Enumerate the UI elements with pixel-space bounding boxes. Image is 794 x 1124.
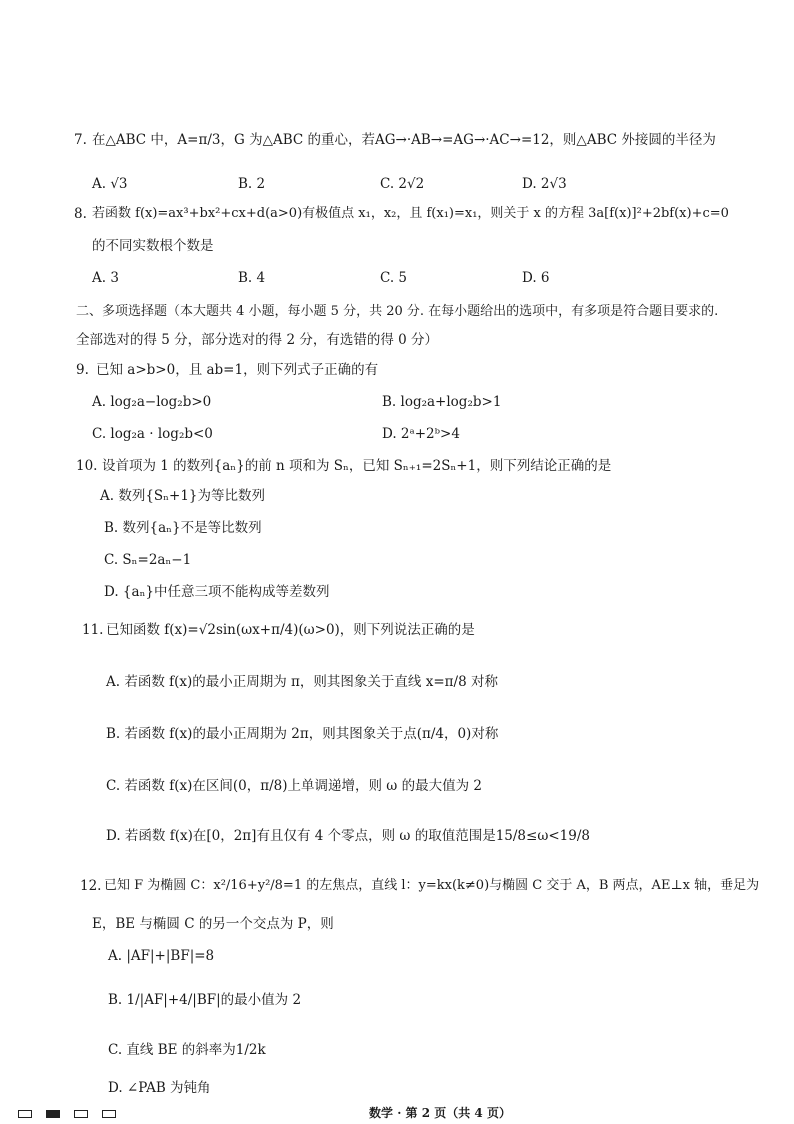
option-c: C. Sₙ=2aₙ−1 xyxy=(104,552,192,568)
option-b: B. 若函数 f(x)的最小正周期为 2π，则其图象关于点(π/4，0)对称 xyxy=(106,726,499,742)
question-stem-continued: 的不同实数根个数是 xyxy=(92,238,214,254)
question-number: 11. xyxy=(82,622,104,638)
option-b: B. 1/|AF|+4/|BF|的最小值为 2 xyxy=(108,992,302,1008)
marker-box xyxy=(74,1110,88,1118)
option-b: B. log₂a+log₂b>1 xyxy=(382,394,502,410)
question-stem: 设首项为 1 的数列{aₙ}的前 n 项和为 Sₙ，已知 Sₙ₊₁=2Sₙ+1，则下列结论正确的是 xyxy=(102,458,612,474)
question-stem: 已知 F 为椭圆 C：x²/16+y²/8=1 的左焦点，直线 l：y=kx(k≠0)与椭圆 C 交于 A，B 两点，AE⊥x 轴，垂足为 xyxy=(104,878,760,893)
question-number: 8. xyxy=(74,206,87,222)
option-b: B. 4 xyxy=(238,270,266,286)
option-a: A. 若函数 f(x)的最小正周期为 π，则其图象关于直线 x=π/8 对称 xyxy=(106,674,498,690)
question-stem: 若函数 f(x)=ax³+bx²+cx+d(a>0)有极值点 x₁，x₂，且 f(x₁)=x₁，则关于 x 的方程 3a[f(x)]²+2bf(x)+c=0 xyxy=(92,206,729,221)
option-a: A. 3 xyxy=(92,270,119,286)
section-heading-line-1: 二、多项选择题（本大题共 4 小题，每小题 5 分，共 20 分. 在每小题给出的选项中，有多项是符合题目要求的. xyxy=(76,304,719,319)
marker-box-filled xyxy=(46,1110,60,1118)
question-stem-continued: E，BE 与椭圆 C 的另一个交点为 P，则 xyxy=(92,916,334,932)
page-footer: 数学 · 第 2 页（共 4 页） xyxy=(369,1106,511,1120)
option-c: C. 若函数 f(x)在区间(0，π/8)上单调递增，则 ω 的最大值为 2 xyxy=(106,778,482,794)
option-c: C. log₂a · log₂b<0 xyxy=(92,426,213,442)
option-d: D. 2ᵃ+2ᵇ>4 xyxy=(382,426,460,442)
option-d: D. 6 xyxy=(522,270,550,286)
question-stem: 在△ABC 中，A=π/3，G 为△ABC 的重心，若AG→·AB→=AG→·AC→=12，则△ABC 外接圆的半径为 xyxy=(92,132,716,148)
option-b: B. 数列{aₙ}不是等比数列 xyxy=(104,520,262,536)
option-c: C. 5 xyxy=(380,270,408,286)
option-b: B. 2 xyxy=(238,176,266,192)
question-number: 9. xyxy=(76,362,89,378)
option-a: A. log₂a−log₂b>0 xyxy=(92,394,212,410)
option-c: C. 直线 BE 的斜率为1/2k xyxy=(108,1042,266,1058)
option-d: D. ∠PAB 为钝角 xyxy=(108,1080,211,1096)
option-a: A. |AF|+|BF|=8 xyxy=(108,948,215,964)
marker-box xyxy=(102,1110,116,1118)
section-heading-line-2: 全部选对的得 5 分，部分选对的得 2 分，有选错的得 0 分） xyxy=(76,332,439,348)
question-number: 10. xyxy=(76,458,98,474)
option-d: D. 2√3 xyxy=(522,176,567,192)
option-a: A. √3 xyxy=(92,176,128,192)
question-number: 12. xyxy=(80,878,102,894)
option-a: A. 数列{Sₙ+1}为等比数列 xyxy=(100,488,265,504)
question-stem: 已知函数 f(x)=√2sin(ωx+π/4)(ω>0)，则下列说法正确的是 xyxy=(106,622,475,638)
option-d: D. 若函数 f(x)在[0，2π]有且仅有 4 个零点，则 ω 的取值范围是15/8≤ω<19/8 xyxy=(106,828,590,844)
option-c: C. 2√2 xyxy=(380,176,425,192)
question-stem: 已知 a>b>0，且 ab=1，则下列式子正确的有 xyxy=(96,362,379,378)
marker-box xyxy=(18,1110,32,1118)
question-number: 7. xyxy=(74,132,87,148)
option-d: D. {aₙ}中任意三项不能构成等差数列 xyxy=(104,584,330,600)
